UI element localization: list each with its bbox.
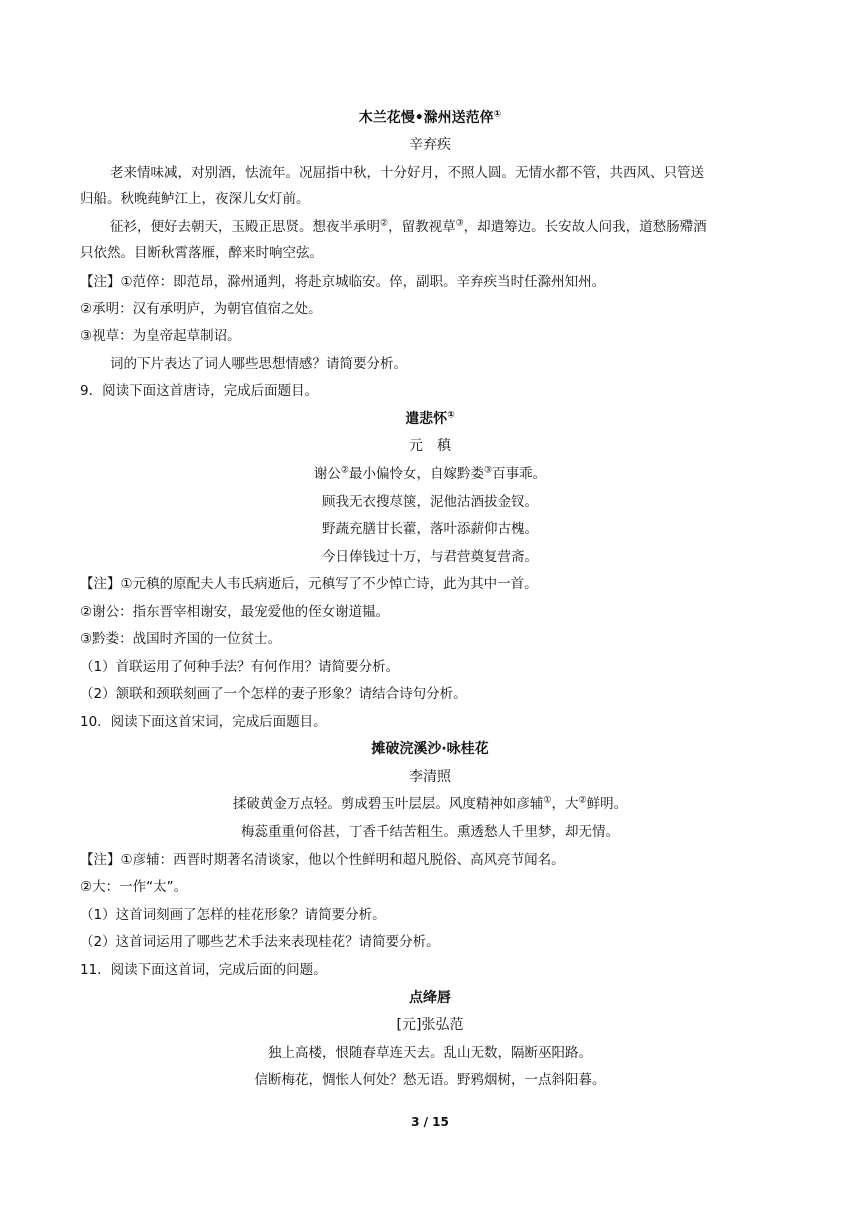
poem-stanza-line: 老来情味减，对别酒，怯流年。况屈指中秋，十分好月，不照人圆。无情水都不管，共西风、只管送: [110, 165, 704, 181]
poem-line: [0, 464, 860, 484]
poem-text: ，大: [551, 796, 579, 812]
footnote-marker: ③: [484, 465, 493, 476]
poem-author: 李清照: [409, 769, 451, 785]
poem-stanza-line: 归船。秋晚莼鲈江上，夜深儿女灯前。: [80, 191, 310, 207]
note-line: 【注】①彦辅：西晋时期著名清谈家，他以个性鲜明和超凡脱俗、高风亮节闻名。: [80, 852, 565, 868]
footnote-marker: ③: [455, 218, 464, 229]
poem-line: 顾我无衣搜荩箧，泥他沽酒拔金钗。: [322, 494, 538, 510]
footnote-marker: ①: [543, 795, 552, 806]
sub-question: （1）这首词刻画了怎样的桂花形象？请简要分析。: [80, 907, 386, 923]
poem-title-text: 遣悲怀: [405, 411, 448, 427]
footnote-marker: ②: [578, 795, 587, 806]
poem-stanza-line: [110, 217, 782, 237]
poem-text: 谢公: [313, 466, 341, 482]
note-line: ③黔娄：战国时齐国的一位贫士。: [80, 631, 282, 647]
poem-line: [0, 794, 860, 814]
note-line: ②承明：汉有承明庐，为朝官值宿之处。: [80, 301, 322, 317]
poem-text: 鲜明。: [586, 796, 628, 812]
poem-text: 最小偏怜女，自嫁黔娄: [349, 466, 484, 482]
poem-line: 梅蕊重重何俗甚，丁香千结苦粗生。熏透愁人千里梦，却无情。: [241, 824, 619, 840]
poem-title: 摊破浣溪沙·咏桂花: [371, 741, 489, 757]
note-line: 【注】①元稹的原配夫人韦氏病逝后，元稹写了不少悼亡诗，此为其中一首。: [80, 576, 538, 592]
poem-title: [0, 409, 860, 429]
poem-text: 百事乖。: [492, 466, 547, 482]
poem-text: 揉破黄金万点轻。剪成碧玉叶层层。风度精神如彦辅: [232, 796, 544, 812]
poem-text: 征衫，便好去朝天，玉殿正思贤。想夜半承明: [110, 219, 380, 235]
note-line: ②大：一作“太”。: [80, 879, 188, 895]
question-text: 词的下片表达了词人哪些思想情感？请简要分析。: [110, 356, 407, 372]
poem-title-text: 木兰花慢•滁州送范倅: [358, 110, 494, 126]
poem-title: [0, 108, 860, 128]
poem-line: 独上高楼，恨随春草连天去。乱山无数，隔断巫阳路。: [268, 1045, 592, 1061]
question-prompt: 9．阅读下面这首唐诗，完成后面题目。: [80, 383, 319, 399]
footnote-marker: ①: [493, 109, 502, 120]
poem-line: 信断梅花，惆怅人何处？愁无语。野鸦烟树，一点斜阳暮。: [254, 1072, 606, 1088]
poem-author: 元 稹: [409, 438, 451, 454]
poem-line: 野蔬充膳甘长藿，落叶添薪仰古槐。: [322, 521, 538, 537]
page-number: 3 / 15: [411, 1115, 449, 1129]
poem-text: ，却遣筹边。长安故人问我，道愁肠殢酒: [463, 219, 707, 235]
footnote-marker: ②: [340, 465, 349, 476]
poem-author: 辛弃疾: [409, 137, 451, 153]
sub-question: （2）这首词运用了哪些艺术手法来表现桂花？请简要分析。: [80, 934, 440, 950]
sub-question: （2）颔联和颈联刻画了一个怎样的妻子形象？请结合诗句分析。: [80, 686, 467, 702]
sub-question: （1）首联运用了何种手法？有何作用？请简要分析。: [80, 659, 400, 675]
poem-author: [元]张弘范: [396, 1017, 464, 1033]
question-prompt: 10．阅读下面这首宋词，完成后面题目。: [80, 714, 327, 730]
note-line: ③视草：为皇帝起草制诏。: [80, 328, 241, 344]
poem-title: 点绛唇: [409, 990, 451, 1006]
footnote-marker: ①: [447, 410, 455, 421]
poem-stanza-line: 只依然。目断秋霄落雁，醉来时响空弦。: [80, 245, 323, 261]
question-prompt: 11．阅读下面这首词，完成后面的问题。: [80, 962, 327, 978]
poem-line: 今日俸钱过十万，与君营奠复营斋。: [322, 549, 538, 565]
footnote-marker: ②: [380, 218, 389, 229]
note-line: 【注】①范倅：即范昂，滁州通判，将赴京城临安。倅，副职。辛弃疾当时任滁州知州。: [80, 274, 606, 290]
note-line: ②谢公：指东晋宰相谢安，最宠爱他的侄女谢道韫。: [80, 604, 390, 620]
poem-text: ，留教视草: [388, 219, 456, 235]
